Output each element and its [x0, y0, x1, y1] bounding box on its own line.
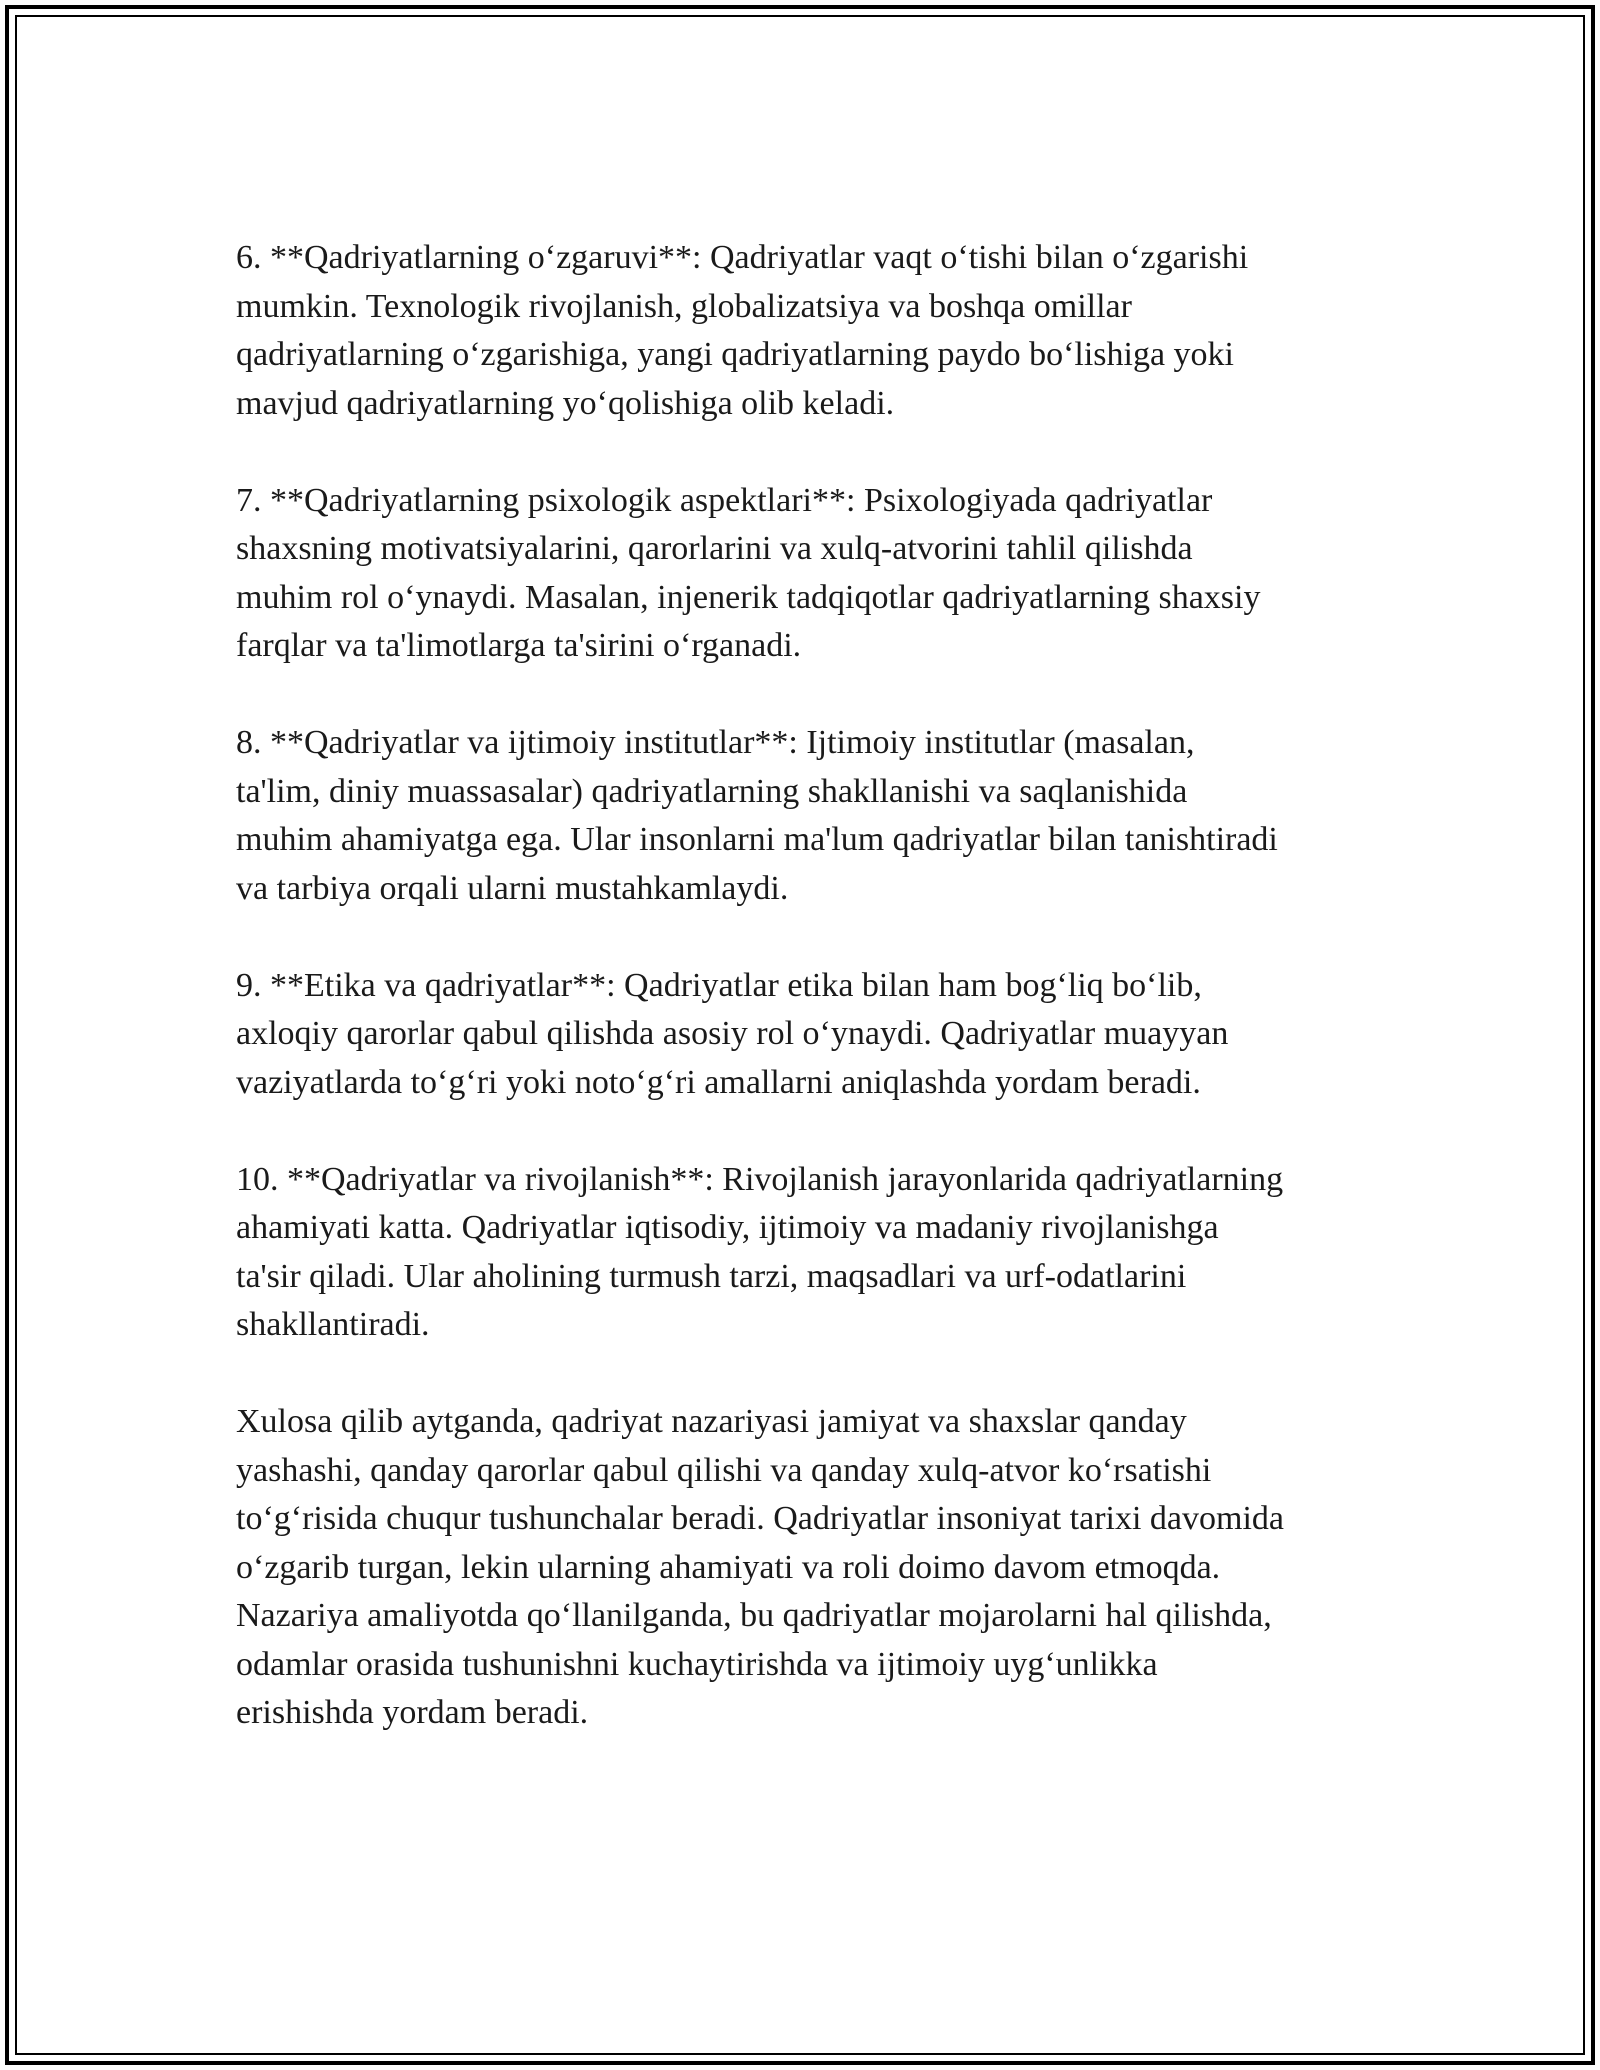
paragraph-item-8: 8. **Qadriyatlar va ijtimoiy institutlar**: Ijtimoiy institutlar (masalan, ta'lim, diniy muassasalar) qadriyatlarning shakllanishi va saqlanishida muhim ahamiyatga ega. Ular insonlarni ma'lum qadriyatlar bilan tanishtiradi va tarbiya orqali ularni mustahkamlaydi.: [236, 724, 1278, 907]
document-body: [236, 234, 1386, 1786]
paragraph-item-10: 10. **Qadriyatlar va rivojlanish**: Rivojlanish jarayonlarida qadriyatlarning ahamiyati katta. Qadriyatlar iqtisodiy, ijtimoiy va madaniy rivojlanishga ta'sir qiladi. Ular aholining turmush tarzi, maqsadlari va urf-odatlarini shakllantiradi.: [236, 1160, 1284, 1343]
conclusion-paragraph: Xulosa qilib aytganda, qadriyat nazariyasi jamiyat va shaxslar qanday yashashi, qanday qarorlar qabul qilishi va qanday xulq-atvor ko‘rsatishi to‘g‘risida chuqur tushunchalar beradi. Qadriyatlar insoniyat tarixi davomida o‘zgarib turgan, lekin ularning ahamiyati va roli doimo davom etmoqda. Nazariya amaliyotda qo‘llanilganda, bu qadriyatlar mojarolarni hal qilishda, odamlar orasida tushunishni kuchaytirishda va ijtimoiy uyg‘unlikka erishishda yordam beradi.: [236, 1403, 1285, 1731]
paragraph-item-9: 9. **Etika va qadriyatlar**: Qadriyatlar etika bilan ham bog‘liq bo‘lib, axloqiy qarorlar qabul qilishda asosiy rol o‘ynaydi. Qadriyatlar muayyan vaziyatlarda to‘g‘ri yoki noto‘g‘ri amallarni aniqlashda yordam beradi.: [236, 966, 1229, 1101]
paragraph-item-7: 7. **Qadriyatlarning psixologik aspektlari**: Psixologiyada qadriyatlar shaxsning motivatsiyalarini, qarorlarini va xulq-atvorini tahlil qilishda muhim rol o‘ynaydi. Masalan, injenerik tadqiqotlar qadriyatlarning shaxsiy farqlar va ta'limotlarga ta'sirini o‘rganadi.: [236, 481, 1261, 664]
paragraph-item-6: 6. **Qadriyatlarning o‘zgaruvi**: Qadriyatlar vaqt o‘tishi bilan o‘zgarishi mumkin. Texnologik rivojlanish, globalizatsiya va boshqa omillar qadriyatlarning o‘zgarishiga, yangi qadriyatlarning paydo bo‘lishiga yoki mavjud qadriyatlarning yo‘qolishiga olib keladi.: [236, 239, 1249, 422]
